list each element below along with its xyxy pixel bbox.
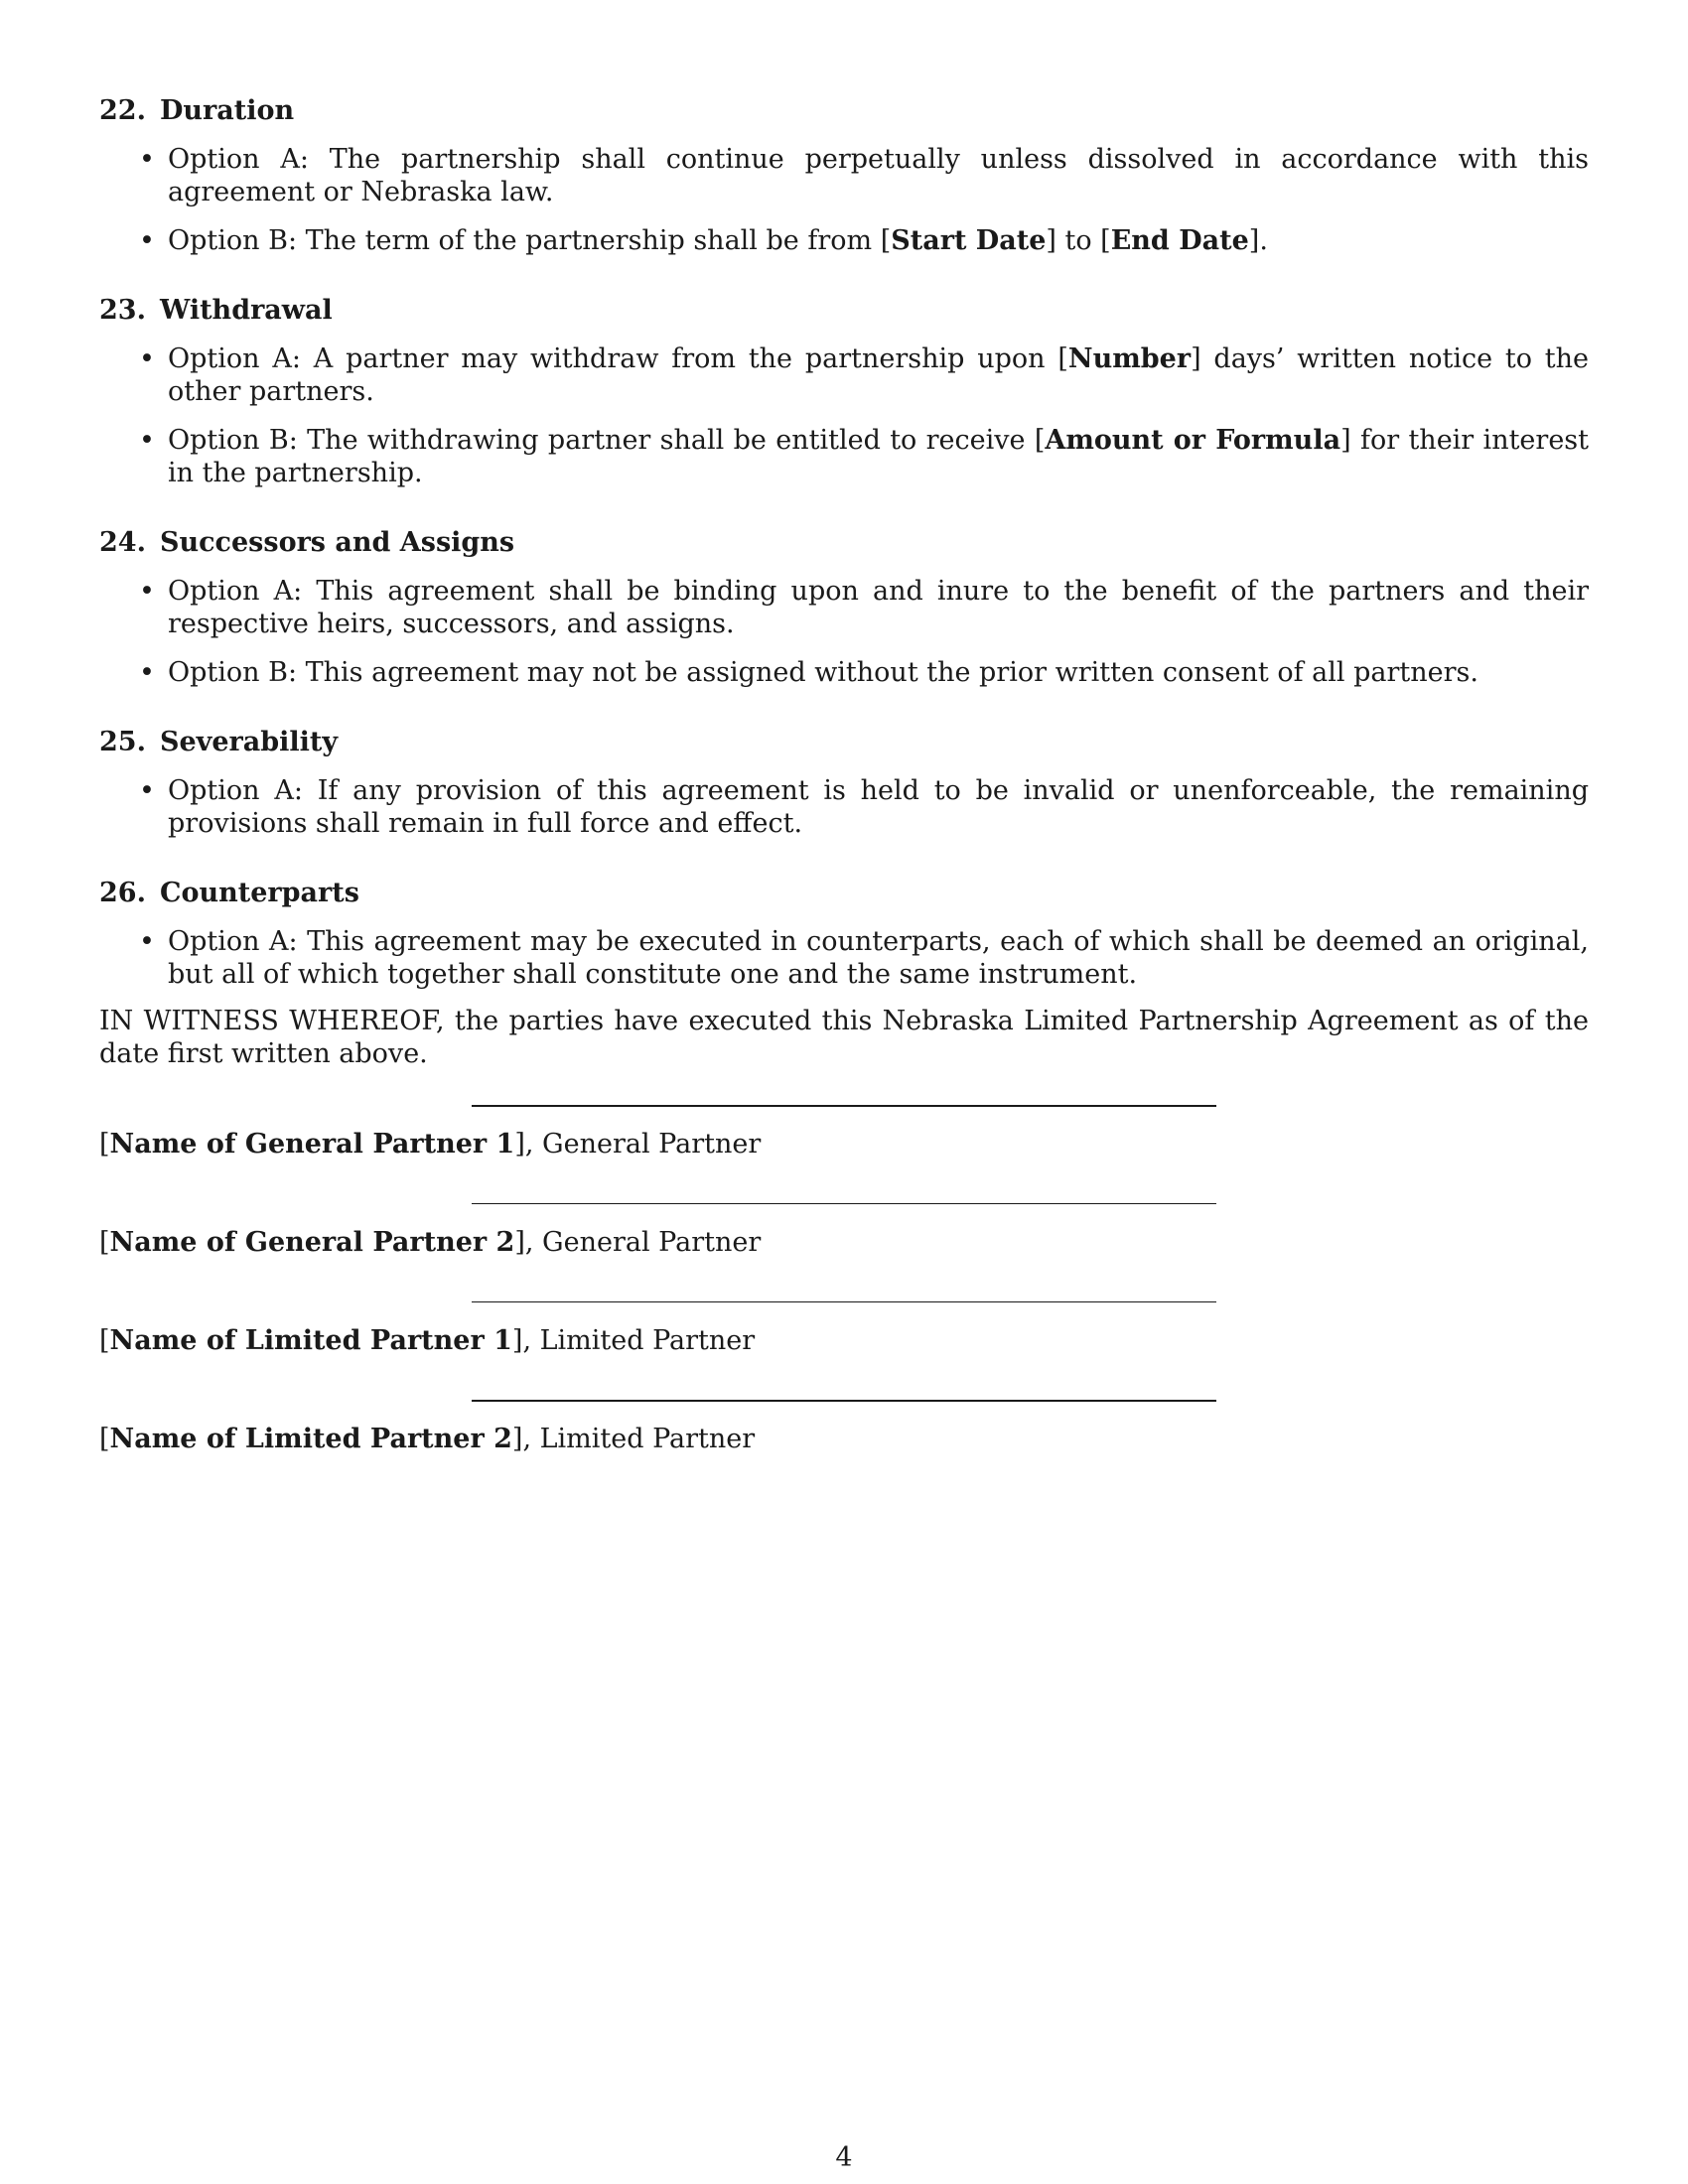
option-text: ]. [1248, 225, 1268, 256]
options-list [99, 774, 1589, 840]
option-text: Option B: The withdrawing partner shall be entitled to receive [ [168, 425, 1046, 456]
document-page [99, 94, 1589, 1498]
section-successors-and-assigns [99, 526, 1589, 689]
placeholder-field: Number [1067, 343, 1192, 374]
section-heading [99, 877, 1589, 909]
option-text: Option A: This agreement shall be binding upon and inure to the benefit of the partners and their respective heirs, successors, and assigns. [168, 576, 1589, 639]
bullet-icon: • [139, 144, 155, 175]
section-heading [99, 526, 1589, 559]
option-text: Option A: The partnership shall continue perpetually unless dissolved in accordance with this agreement or Nebraska law. [168, 144, 1589, 207]
bracket-close: ] [511, 1325, 523, 1356]
bullet-icon: • [139, 926, 155, 957]
bullet-icon: • [139, 576, 155, 607]
section-title: Counterparts [159, 878, 359, 908]
option-item [99, 774, 1589, 840]
bullet-icon: • [139, 657, 155, 688]
section-duration [99, 94, 1589, 257]
signature-row [99, 1105, 1589, 1203]
option-text: Option B: This agreement may not be assigned without the prior written consent of all partners. [168, 657, 1478, 688]
options-list [99, 575, 1589, 689]
bracket-open: [ [99, 1325, 110, 1356]
bracket-close: ] [511, 1424, 523, 1454]
section-title: Severability [159, 727, 339, 757]
page-number: 4 [835, 2142, 853, 2173]
option-item [99, 925, 1589, 991]
placeholder-field: End Date [1110, 225, 1249, 256]
signatory-role: , General Partner [524, 1129, 762, 1160]
bracket-open: [ [99, 1424, 110, 1454]
signatory-role: , Limited Partner [522, 1424, 756, 1454]
section-heading [99, 726, 1589, 758]
signature-row [99, 1203, 1589, 1301]
section-title: Successors and Assigns [159, 527, 515, 558]
bracket-close: ] [514, 1129, 525, 1160]
section-heading [99, 94, 1589, 127]
section-number: 26. [99, 878, 146, 908]
options-list [99, 342, 1589, 489]
signatory-name: Name of General Partner 1 [109, 1129, 515, 1160]
witness-clause: IN WITNESS WHEREOF, the parties have executed this Nebraska Limited Partnership Agreement as of the date first written above. [99, 1006, 1589, 1069]
section-withdrawal [99, 294, 1589, 489]
signatory-name: Name of General Partner 2 [109, 1227, 515, 1258]
bracket-open: [ [99, 1129, 110, 1160]
bullet-icon: • [139, 225, 155, 256]
bullet-icon: • [139, 343, 155, 374]
signatory-label [99, 1226, 761, 1259]
bullet-icon: • [139, 425, 155, 456]
options-list [99, 143, 1589, 257]
section-title: Duration [159, 95, 295, 126]
signature-line [472, 1400, 1216, 1402]
signature-line [472, 1203, 1216, 1204]
section-severability [99, 726, 1589, 840]
signatory-label [99, 1423, 755, 1455]
option-text: ] for their interest in the partnership. [168, 425, 1590, 488]
signatory-role: , General Partner [524, 1227, 762, 1258]
section-number: 25. [99, 727, 146, 757]
options-list [99, 925, 1589, 991]
sections-container [99, 94, 1589, 991]
bracket-close: ] [514, 1227, 525, 1258]
signature-row [99, 1301, 1589, 1400]
signatory-label [99, 1324, 755, 1357]
option-item [99, 342, 1589, 408]
option-text: ] to [ [1046, 225, 1111, 256]
section-heading [99, 294, 1589, 327]
placeholder-field: Start Date [891, 225, 1047, 256]
option-item [99, 224, 1589, 257]
placeholder-field: Amount or Formula [1045, 425, 1341, 456]
option-text: Option A: If any provision of this agreement is held to be invalid or unenforceable, the remaining provisions shall remain in full force and effect. [168, 775, 1589, 839]
signatory-label [99, 1128, 761, 1160]
option-text: Option A: A partner may withdraw from the partnership upon [ [168, 343, 1068, 374]
option-text: Option B: The term of the partnership shall be from [ [168, 225, 892, 256]
bracket-open: [ [99, 1227, 110, 1258]
section-number: 22. [99, 95, 146, 126]
signatory-name: Name of Limited Partner 2 [109, 1424, 512, 1454]
signatory-role: , Limited Partner [522, 1325, 756, 1356]
section-number: 24. [99, 527, 146, 558]
bullet-icon: • [139, 775, 155, 806]
signatory-name: Name of Limited Partner 1 [109, 1325, 512, 1356]
section-title: Withdrawal [159, 295, 333, 326]
option-text: ] days’ written notice to the other partners. [168, 343, 1589, 407]
option-item [99, 143, 1589, 208]
option-item [99, 575, 1589, 640]
signature-line [472, 1301, 1216, 1302]
option-item [99, 656, 1589, 689]
signature-block [99, 1105, 1589, 1498]
option-item [99, 424, 1589, 489]
signature-row [99, 1400, 1589, 1498]
section-counterparts [99, 877, 1589, 991]
option-text: Option A: This agreement may be executed in counterparts, each of which shall be deemed an original, but all of which together shall constitute one and the same instrument. [168, 926, 1589, 990]
signature-line [472, 1105, 1216, 1107]
section-number: 23. [99, 295, 146, 326]
